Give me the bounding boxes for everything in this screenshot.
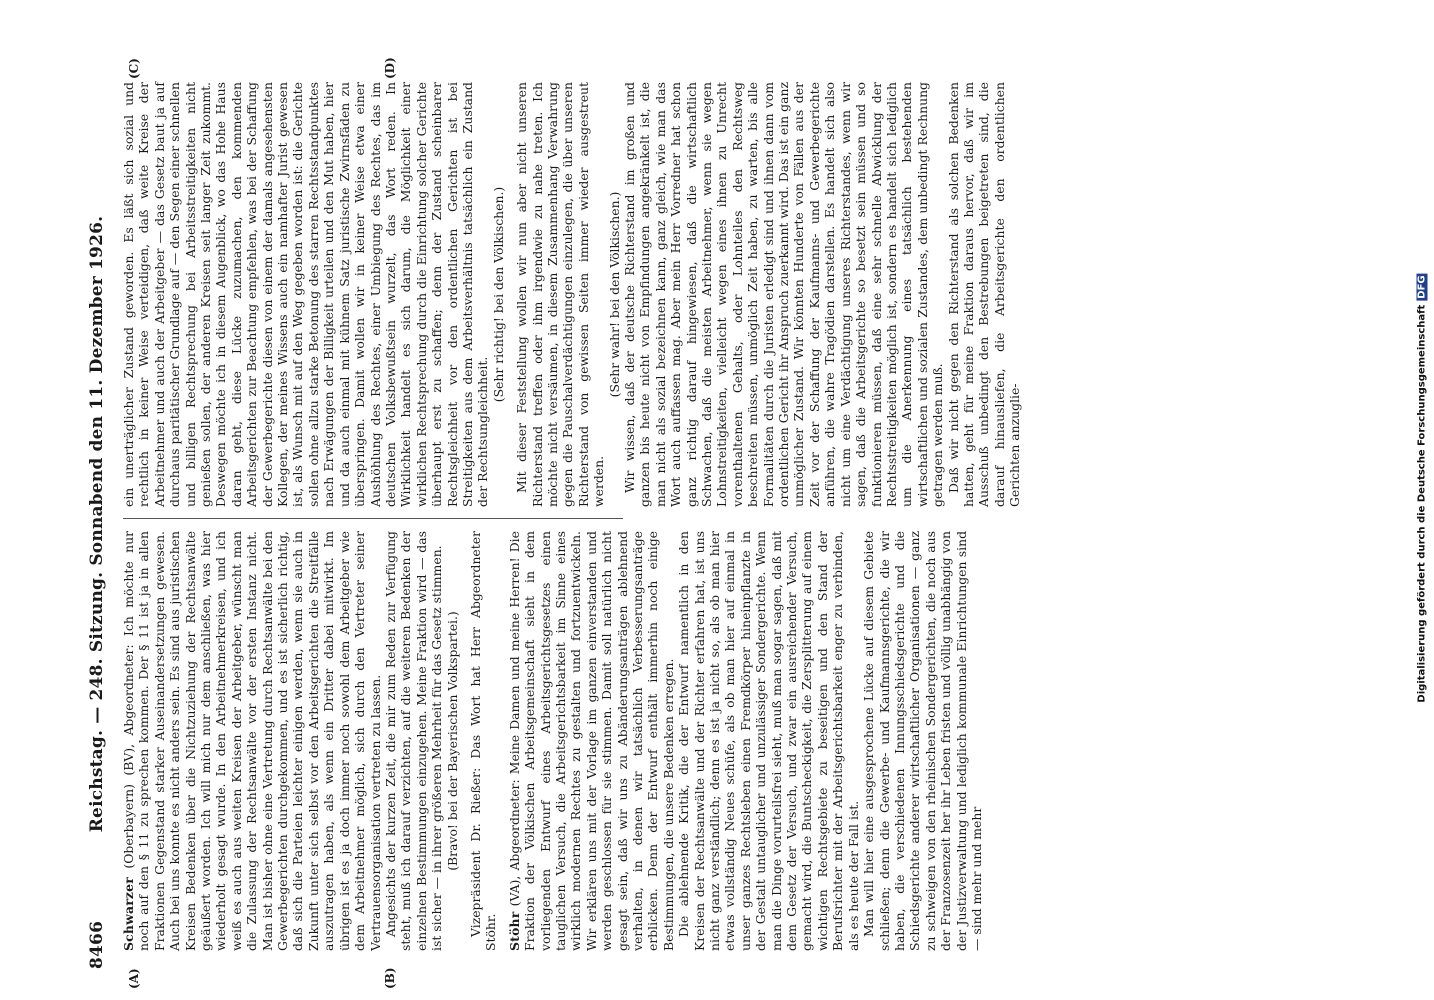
paragraph: Mit dieser Feststellung wollen wir nun aber nicht unseren Richterstand treffen oder ihm irgendwie zu nahe treten. Ich möchte nicht versäumen, in diesem Zusammenhang Verwahrung gegen die Pauschalverdächtigungen einzulegen, die über unseren Richterstand von gewissen Seiten immer wieder ausgestreut werden.: [514, 82, 607, 507]
margin-mark-d: (D): [383, 57, 397, 79]
digitization-text: Digitalisierung gefördert durch die Deutsche Forschungsgemeinschaft: [1416, 304, 1428, 703]
page-header: [83, 79, 115, 969]
paragraph: Wir wissen, daß der deutsche Richterstand im großen und ganzen bis heute nicht von Empfindungen angekränkelt ist, die man nicht als sozial bezeichnen kann, ganz gleich, wie man das Wort auch auffassen mag. Aber mein Herr Vorredner hat schon ganz richtig darauf hingewiesen, daß die wirtschaftlich Schwachen, daß die meisten Arbeitnehmer, wenn sie wegen Lohnstreitigkeiten, vielleicht wegen eines ihnen zu Unrecht vorenthaltenen Gehalts, oder Lohnteiles den Rechtsweg beschreiten müssen, unmöglich Zeit haben, zu warten, bis alle Formalitäten durch die Juristen erledigt sind und ihnen dann vom ordentlichen Gericht ihr Anspruch zuerkannt wird. Das ist ein ganz unmöglicher Zustand. Wir könnten Hunderte von Fällen aus der Zeit vor der Schaffung der Kaufmanns- und Gewerbegerichte anführen, die wahre Tragödien darstellen. Es handelt sich also nicht um eine Verdächtigung unseres Richterstandes, wenn wir sagen, daß die Arbeitsgerichte so besetzt sein müssen und so funktionieren müssen, daß eine sehr schnelle Abwicklung der Rechtsstreitigkeiten möglich ist, sondern es handelt sich lediglich um die Anerkennung eines tatsächlich bestehenden wirtschaftlichen und sozialen Zustandes, dem unbedingt Rechnung getragen werden muß.: [622, 82, 946, 507]
dfg-logo: DFG: [1416, 275, 1428, 299]
left-column: [121, 531, 984, 951]
rotated-page: [83, 57, 1023, 989]
paragraph: Vizepräsident Dr. Rießer: Das Wort hat Herr Abgeordneter Stöhr.: [467, 531, 499, 951]
margin-mark-c: (C): [127, 58, 141, 79]
interjection: (Sehr richtig! bei den Völkischen.): [490, 186, 506, 403]
page-number: 8466: [87, 920, 107, 969]
interjection: (Sehr wahr! bei den Völkischen.): [606, 191, 622, 398]
paragraph: Die ablehnende Kritik, die der Entwurf namentlich in den Kreisen der Rechtsanwälte und der Richter erfahren hat, ist uns nicht ganz verständlich; denn es ist ja nicht so, als ob man hier etwas vollständig Neues schüfe, als ob man hier auf einmal in unser ganzes Rechtsleben einen Fremdkörper hineinpflanzte in der Gestalt untauglicher und unzulässiger Sondergerichte. Wenn man die Dinge vorurteilsfrei sieht, muß man sogar sagen, daß mit dem Gesetz der Versuch, und zwar ein ausreichender Versuch, gemacht wird, die Buntscheckigkeit, die Zersplitterung auf einem wichtigen Rechtsgebiete zu beseitigen und den Stand der Berufsrichter mit der Arbeitsgerichtsbarkeit enger zu verbinden, als es heute der Fall ist.: [676, 531, 861, 951]
paragraph: Man will hier eine ausgesprochene Lücke auf diesem Gebiete schließen; denn die Gewerbe- und Kaufmannsgerichte, die wir haben, die verschiedenen Innungsschiedsgerichte und die Schiedsgerichte anderer wirtschaftlicher Organisationen — ganz zu schweigen von den rheinischen Sondergerichten, die noch aus der Franzosenzeit her ihr Leben fristen und völlig unabhängig von der Justizverwaltung und lediglich kommunale Einrichtungen sind — sind mehr und mehr: [861, 531, 984, 951]
margin-mark-a: (A): [127, 968, 141, 989]
right-column: [121, 82, 1023, 507]
paragraph: (Oberbayern) (BV), Abgeordneter: Ich möchte nur noch auf den § 11 zu sprechen kommen. Der § 11 ist ja in allen Fraktionen Gegenstand starker Auseinandersetzungen gewesen. Auch bei uns konnte es nicht anders sein. Es sind aus juristischen Kreisen Bedenken über die Nichtzuziehung der Rechtsanwälte geäußert worden. Ich will mich nur dem anschließen, was hier wiederholt gesagt wurde. In den Arbeitnehmerkreisen, und ich weiß es auch aus weiten Kreisen der Arbeitgeber, wünscht man die Zulassung der Rechtsanwälte vor der ersten Instanz nicht. Man ist bisher ohne eine Vertretung durch Rechtsanwälte bei den Gewerbegerichten durchgekommen, und es ist sicherlich richtig, daß sich die Parteien leichter einigen werden, wenn sie auch in Zukunft unter sich selbst vor den Arbeitsgerichten die Streitfälle auszutragen haben, als wenn ein Dritter dabei mitwirkt. Im übrigen ist es ja doch immer noch sowohl dem Arbeitgeber wie dem Arbeitnehmer möglich, sich durch den Vertreter seiner Vertrauensorganisation vertreten zu lassen.: [121, 531, 383, 951]
paragraph: Angesichts der kurzen Zeit, die mir zum Reden zur Verfügung steht, muß ich darauf verzichten, auf die weiteren Bedenken der einzelnen Bestimmungen einzugehen. Meine Fraktion wird — das ist sicher — in ihrer größeren Mehrheit für das Gesetz stimmen.: [382, 531, 445, 951]
paragraph: Daß wir nicht gegen den Richterstand als solchen Bedenken hatten, geht für meine Fraktion daraus hervor, daß wir im Ausschuß unbedingt den Bestrebungen beigetreten sind, die darauf hinausliefen, die Arbeitsgerichte den ordentlichen Gerichten anzuglie-: [945, 82, 1023, 507]
paragraph: ein unerträglicher Zustand geworden. Es läßt sich sozial und rechtlich in keiner Weise verteidigen, daß weite Kreise der Arbeitnehmer und auch der Arbeitgeber — das Gesetz baut ja auf durchaus paritätischer Grundlage auf — den Segen einer schnellen und billigen Rechtsprechung bei Arbeitsstreitigkeiten nicht genießen sollen, der anderen Kreisen seit langer Zeit zukommt. Deswegen möchte ich in diesem Augenblick, wo das Hohe Haus daran geht, diese Lücke zuzumachen, den kommenden Arbeitsgerichten zur Beachtung empfehlen, was bei der Schaffung der Gewerbegerichte diesen von einem der damals angesehensten Kollegen, der meines Wissens auch ein namhafter Jurist gewesen ist, als Wunsch mit auf den Weg gegeben worden ist: die Gerichte sollen ohne allzu starke Betonung des starren Rechtsstandpunktes nach Erwägungen der Billigkeit urteilen und den Mut haben, hier und da auch einmal mit kühnem Satz juristische Zwirnsfäden zu überspringen. Damit wollen wir in keiner Weise etwa einer Aushöhlung des Rechtes, einer Umbiegung des Rechtes, das im deutschen Volksbewußtsein wurzelt, das Wort reden. In Wirklichkeit handelt es sich darum, die Möglichkeit einer wirklichen Rechtsprechung durch die Einrichtung solcher Gerichte überhaupt erst zu schaffen; denn der Zustand scheinbarer Rechtsgleichheit vor den ordentlichen Gerichten ist bei Streitigkeiten aus dem Arbeitsverhältnis tatsächlich ein Zustand der Rechtsungleichheit.: [121, 82, 491, 507]
speaker-name: Stöhr: [506, 911, 522, 951]
column-divider: [123, 518, 623, 519]
margin-mark-b: (B): [383, 967, 397, 989]
paragraph: (VA), Abgeordneter: Meine Damen und meine Herren! Die Fraktion der Völkischen Arbeitsgemeinschaft sieht in dem vorliegenden Entwurf eines Arbeitsgerichtsgesetzes einen tauglichen Versuch, die Arbeitsgerichtsbarkeit im Sinne eines wirklich modernen Rechtes zu gestalten und fortzuentwickeln. Wir erklären uns mit der Vorlage im ganzen einverstanden und werden geschlossen für sie stimmen. Damit soll natürlich nicht gesagt sein, daß wir uns zu Abänderungsanträgen ablehnend verhalten, in denen wir tatsächlich Verbesserungsanträge erblicken. Denn der Entwurf enthält immerhin noch einige Bestimmungen, die unsere Bedenken erregen.: [506, 531, 676, 951]
interjection: (Bravo! bei der Bayerischen Volkspartei.): [444, 611, 460, 871]
running-title: Reichstag. — 248. Sitzung. Sonnabend den 11. Dezember 1926.: [87, 215, 107, 833]
speaker-name: Schwarzer: [121, 877, 136, 951]
